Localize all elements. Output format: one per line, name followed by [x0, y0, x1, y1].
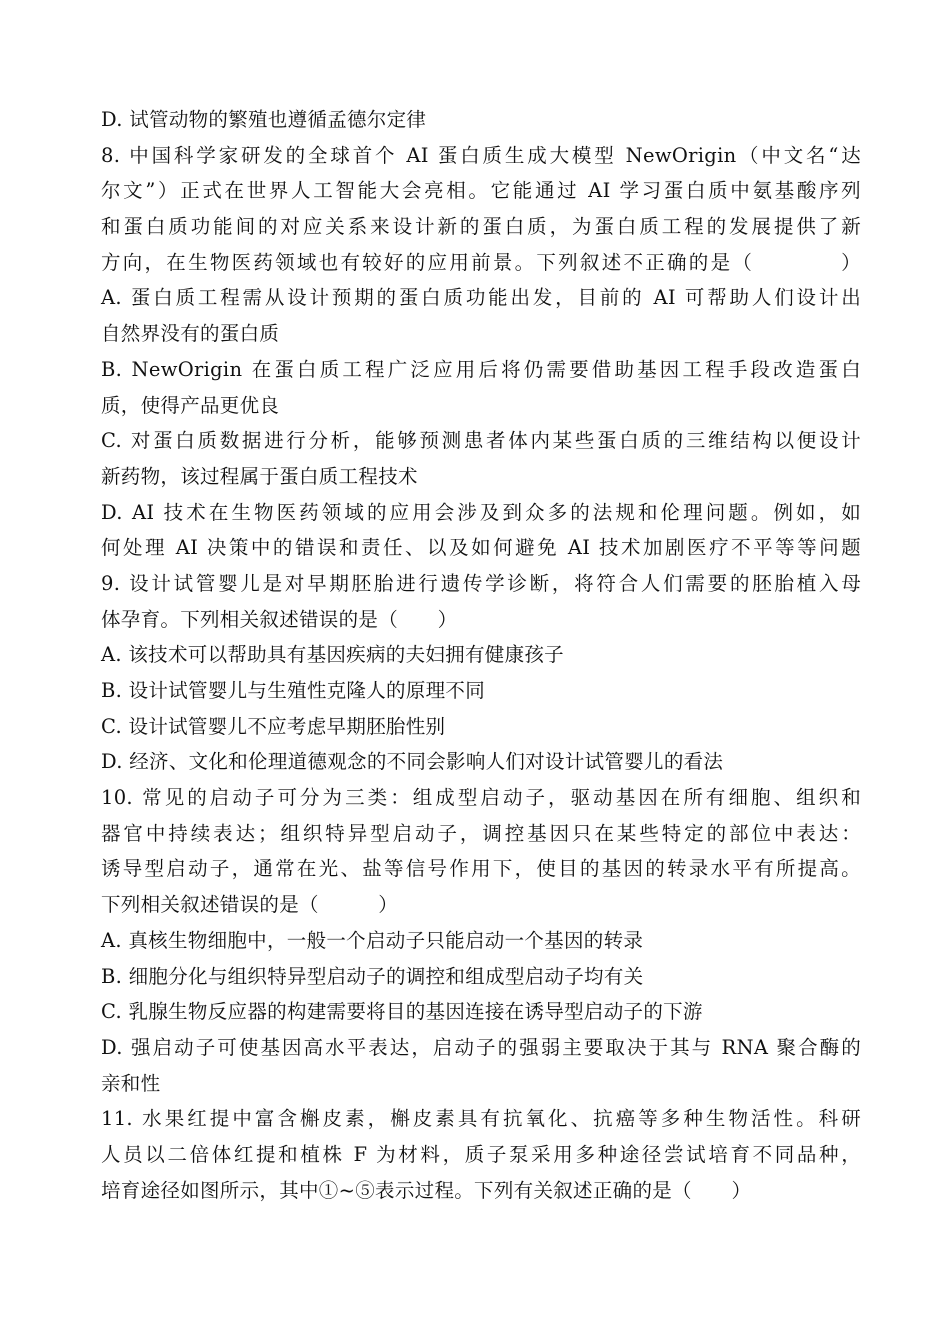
- document-page: [101, 102, 861, 1208]
- text-line: C. 设计试管婴儿不应考虑早期胚胎性别: [101, 714, 446, 738]
- text-line: D. 试管动物的繁殖也遵循孟德尔定律: [101, 108, 427, 131]
- text-line: 器官中持续表达；组织特异型启动子，调控基因只在某些特定的部位中表达：: [101, 821, 861, 845]
- text-line: A. 该技术可以帮助具有基因疾病的夫妇拥有健康孩子: [101, 643, 564, 667]
- text-line: 亲和性: [101, 1071, 161, 1095]
- text-line: 人员以二倍体红提和植株 F 为材料，质子泵采用多种途径尝试培育不同品种，: [101, 1142, 861, 1166]
- text-line: 10. 常见的启动子可分为三类：组成型启动子，驱动基因在所有细胞、组织和: [101, 786, 861, 810]
- text-line: 诱导型启动子，通常在光、盐等信号作用下，使目的基因的转录水平有所提高。: [101, 857, 861, 881]
- text-line: 自然界没有的蛋白质: [101, 322, 280, 346]
- text-line: A. 蛋白质工程需从设计预期的蛋白质功能出发，目前的 AI 可帮助人们设计出: [101, 286, 861, 310]
- text-line: 方向，在生物医药领域也有较好的应用前景。下列叙述不正确的是（ ）: [101, 250, 861, 274]
- text-line: 何处理 AI 决策中的错误和责任、以及如何避免 AI 技术加剧医疗不平等等问题: [101, 536, 861, 560]
- text-line: B. 设计试管婴儿与生殖性克隆人的原理不同: [101, 679, 486, 702]
- text-line: 8. 中国科学家研发的全球首个 AI 蛋白质生成大模型 NewOrigin（中文名“达: [101, 143, 861, 167]
- text-line: B. NewOrigin 在蛋白质工程广泛应用后将仍需要借助基因工程手段改造蛋白: [101, 357, 861, 381]
- text-line: C. 对蛋白质数据进行分析，能够预测患者体内某些蛋白质的三维结构以便设计: [101, 429, 861, 453]
- text-line: D. AI 技术在生物医药领域的应用会涉及到众多的法规和伦理问题。例如，如: [101, 500, 861, 524]
- text-line: B. 细胞分化与组织特异型启动子的调控和组成型启动子均有关: [101, 964, 644, 988]
- text-line: 尔文”）正式在世界人工智能大会亮相。它能通过 AI 学习蛋白质中氨基酸序列: [101, 179, 861, 203]
- text-line: 新药物，该过程属于蛋白质工程技术: [101, 464, 418, 488]
- text-line: C. 乳腺生物反应器的构建需要将目的基因连接在诱导型启动子的下游: [101, 1000, 703, 1024]
- text-line: 下列相关叙述错误的是（ ）: [101, 893, 399, 917]
- text-line: 质，使得产品更优良: [101, 393, 280, 417]
- text-line: 9. 设计试管婴儿是对早期胚胎进行遗传学诊断，将符合人们需要的胚胎植入母: [101, 571, 861, 595]
- text-line: 培育途径如图所示，其中①~⑤表示过程。下列有关叙述正确的是（ ）: [101, 1178, 752, 1202]
- text-line: 11. 水果红提中富含槲皮素，槲皮素具有抗氧化、抗癌等多种生物活性。科研: [101, 1107, 861, 1131]
- text-line: D. 强启动子可使基因高水平表达，启动子的强弱主要取决于其与 RNA 聚合酶的: [101, 1035, 861, 1059]
- text-line: A. 真核生物细胞中，一般一个启动子只能启动一个基因的转录: [101, 928, 644, 952]
- text-line: 体孕育。下列相关叙述错误的是（ ）: [101, 607, 458, 631]
- text-line: D. 经济、文化和伦理道德观念的不同会影响人们对设计试管婴儿的看法: [101, 750, 724, 774]
- text-line: 和蛋白质功能间的对应关系来设计新的蛋白质，为蛋白质工程的发展提供了新: [101, 215, 861, 239]
